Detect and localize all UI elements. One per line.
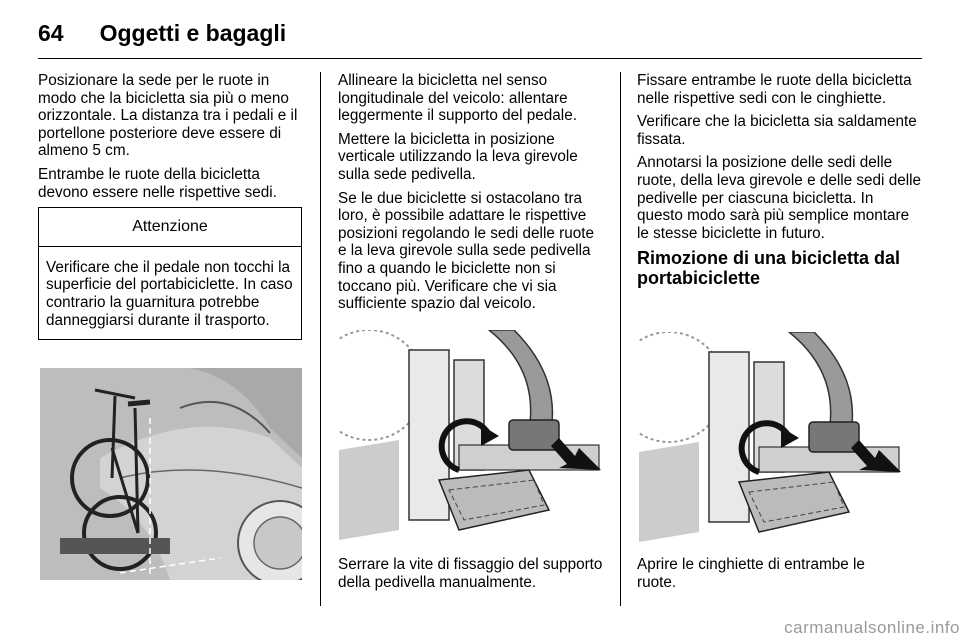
caption-right-wrap bbox=[637, 556, 902, 597]
paragraph: Mettere la bicicletta in posizione verticale utilizzando la leva girevole sulla sede pedivella. bbox=[338, 130, 578, 183]
figure-caption: Serrare la vite di fissaggio del supporto della pedivella manualmente. bbox=[338, 556, 603, 591]
chapter-title: Oggetti e bagagli bbox=[99, 19, 287, 46]
column-right bbox=[637, 72, 923, 288]
column-middle bbox=[338, 72, 603, 319]
bike-rack-illustration bbox=[40, 368, 302, 580]
column-divider bbox=[320, 72, 321, 606]
paragraph: Entrambe le ruote della bicicletta devono essere nelle rispettive sedi. bbox=[38, 165, 277, 201]
paragraph: Annotarsi la posizione delle sedi delle ruote, della leva girevole e delle sedi delle pedivelle per ciascuna bicicletta. In questo modo sarà più semplice montare le stesse biciclette in futuro. bbox=[637, 154, 922, 242]
paragraph: Posizionare la sede per le ruote in modo che la bicicletta sia più o meno orizzontale. La distanza tra i pedali e il portellone posteriore deve essere di almeno 5 cm. bbox=[38, 72, 298, 160]
paragraph: Fissare entrambe le ruote della bicicletta nelle rispettive sedi con le cinghiette. bbox=[637, 72, 912, 107]
section-heading: Rimozione di una bicicletta dal portabiciclette bbox=[637, 248, 901, 289]
paragraph: Verificare che la bicicletta sia saldamente fissata. bbox=[637, 113, 917, 148]
paragraph: Allineare la bicicletta nel senso longitudinale del veicolo: allentare leggermente il supporto del pedale. bbox=[338, 72, 577, 125]
page-header bbox=[38, 16, 286, 50]
pedal-holder-illustration bbox=[339, 330, 601, 540]
figure-caption: Aprire le cinghiette di entrambe le ruote. bbox=[637, 556, 865, 591]
column-left bbox=[38, 72, 303, 340]
page-number: 64 bbox=[38, 19, 64, 46]
watermark: carmanualsonline.info bbox=[784, 618, 960, 637]
warning-title: Attenzione bbox=[39, 208, 301, 247]
paragraph: Se le due biciclette si ostacolano tra loro, è possibile adattare le rispettive posizioni regolando le sedi delle ruote e la leva girevole sulla sede pedivella fino a quando le biciclette non si toccano più. Verificare che vi sia sufficiente spazio dal veicolo. bbox=[338, 189, 594, 313]
warning-box bbox=[38, 207, 302, 340]
pedal-holder-illustration-2 bbox=[639, 332, 901, 542]
column-divider bbox=[620, 72, 621, 606]
header-rule bbox=[38, 58, 922, 59]
caption-middle-wrap bbox=[338, 556, 603, 597]
warning-text: Verificare che il pedale non tocchi la superficie del portabiciclette. In caso contrario la guarnitura potrebbe danneggiarsi durante il trasporto. bbox=[46, 258, 293, 329]
